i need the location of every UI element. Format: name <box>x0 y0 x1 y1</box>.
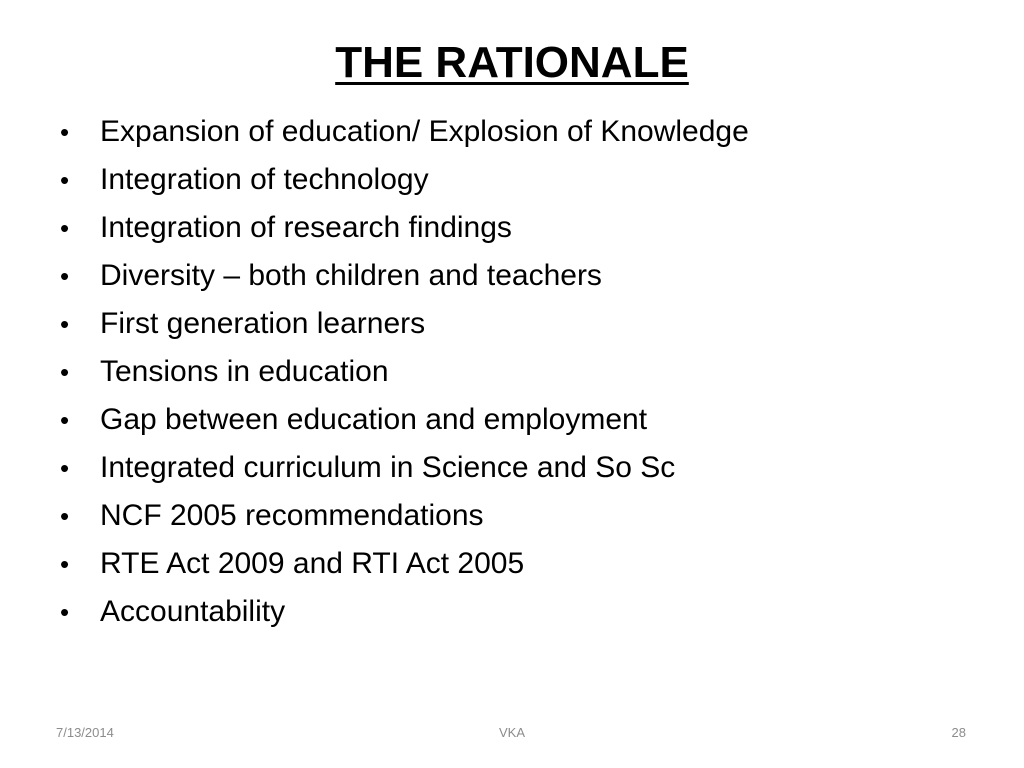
bullet-text: NCF 2005 recommendations <box>100 499 484 532</box>
bullet-text: Integration of research findings <box>100 211 512 244</box>
bullet-item <box>60 300 980 348</box>
bullet-item <box>60 156 980 204</box>
bullet-dot-icon: • <box>60 213 70 243</box>
bullet-text: Diversity – both children and teachers <box>100 259 602 292</box>
bullet-item <box>60 108 980 156</box>
bullet-dot-icon: • <box>60 261 70 291</box>
bullet-text: Expansion of education/ Explosion of Knowledge <box>100 115 749 148</box>
bullet-dot-icon: • <box>60 117 70 147</box>
footer-page-number: 28 <box>951 725 966 740</box>
bullet-item <box>60 492 980 540</box>
bullet-dot-icon: • <box>60 357 70 387</box>
bullet-text: First generation learners <box>100 307 426 340</box>
bullet-dot-icon: • <box>60 549 70 579</box>
bullet-text: Integration of technology <box>100 163 429 196</box>
bullet-dot-icon: • <box>60 405 70 435</box>
bullet-item <box>60 204 980 252</box>
bullet-item <box>60 444 980 492</box>
bullet-text: Accountability <box>100 595 286 628</box>
bullet-text: Integrated curriculum in Science and So Sc <box>100 451 676 484</box>
bullet-dot-icon: • <box>60 501 70 531</box>
bullet-item <box>60 540 980 588</box>
footer-date: 7/13/2014 <box>56 725 114 740</box>
bullet-dot-icon: • <box>60 597 70 627</box>
bullet-text: Gap between education and employment <box>100 403 648 436</box>
bullet-text: RTE Act 2009 and RTI Act 2005 <box>100 547 525 580</box>
bullet-item <box>60 396 980 444</box>
slide-title <box>0 32 1024 94</box>
bullet-item <box>60 348 980 396</box>
bullet-item <box>60 252 980 300</box>
bullet-dot-icon: • <box>60 453 70 483</box>
bullet-list <box>60 108 980 636</box>
bullet-item <box>60 588 980 636</box>
footer-author: VKA <box>498 725 525 740</box>
bullet-dot-icon: • <box>60 165 70 195</box>
slide-title-text: THE RATIONALE <box>335 38 689 87</box>
bullet-dot-icon: • <box>60 309 70 339</box>
bullet-text: Tensions in education <box>100 355 389 388</box>
